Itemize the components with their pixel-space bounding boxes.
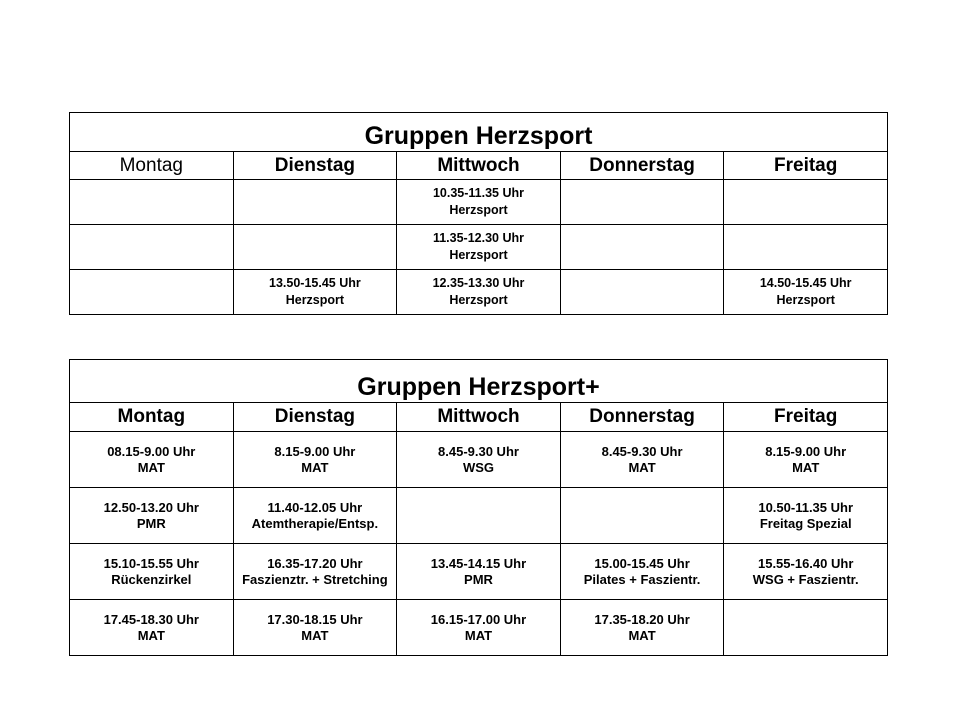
schedule-cell bbox=[233, 225, 397, 270]
schedule-cell bbox=[560, 180, 724, 225]
session-time: 8.15-9.00 Uhr bbox=[765, 443, 847, 459]
session-label: MAT bbox=[464, 627, 493, 643]
session-label: Herzsport bbox=[449, 293, 508, 307]
session-time: 16.35-17.20 Uhr bbox=[267, 555, 363, 571]
table-title: Gruppen Herzsport bbox=[70, 113, 888, 152]
schedule-cell bbox=[70, 225, 234, 270]
schedule-row bbox=[70, 270, 888, 315]
day-header-dienstag: Dienstag bbox=[233, 403, 397, 432]
session-time: 08.15-9.00 Uhr bbox=[107, 443, 196, 459]
schedule-cell bbox=[70, 544, 234, 600]
schedule-cell bbox=[560, 544, 724, 600]
herzsport-plus-schedule-table bbox=[69, 359, 888, 656]
schedule-row bbox=[70, 600, 888, 656]
schedule-cell bbox=[724, 600, 888, 656]
title-row bbox=[70, 113, 888, 152]
schedule-cell bbox=[560, 225, 724, 270]
day-header-row bbox=[70, 152, 888, 180]
title-row bbox=[70, 360, 888, 403]
schedule-cell bbox=[397, 600, 561, 656]
schedule-cell bbox=[724, 225, 888, 270]
session-time: 10.35-11.35 Uhr bbox=[432, 186, 524, 200]
session-time: 8.45-9.30 Uhr bbox=[601, 443, 683, 459]
schedule-cell bbox=[724, 488, 888, 544]
day-header-montag: Montag bbox=[70, 152, 234, 180]
session-label: PMR bbox=[464, 571, 493, 587]
schedule-cell bbox=[70, 488, 234, 544]
schedule-cell bbox=[70, 600, 234, 656]
session-label: MAT bbox=[301, 627, 329, 643]
schedule-cell bbox=[233, 488, 397, 544]
session-label: Herzsport bbox=[449, 203, 508, 217]
session-label: Herzsport bbox=[285, 293, 345, 307]
schedule-cell bbox=[397, 488, 561, 544]
session-time: 13.45-14.15 Uhr bbox=[430, 555, 527, 571]
session-label: Herzsport bbox=[449, 248, 508, 262]
day-header-donnerstag: Donnerstag bbox=[560, 403, 724, 432]
session-time: 17.45-18.30 Uhr bbox=[103, 611, 199, 627]
schedule-cell bbox=[560, 432, 724, 488]
session-time: 12.35-13.30 Uhr bbox=[432, 276, 525, 290]
schedule-cell bbox=[397, 432, 561, 488]
session-label: WSG + Faszientr. bbox=[752, 571, 859, 587]
session-label: MAT bbox=[301, 459, 329, 475]
schedule-row bbox=[70, 488, 888, 544]
session-label: Atemtherapie/Entsp. bbox=[251, 515, 379, 531]
schedule-cell bbox=[233, 180, 397, 225]
herzsport-schedule-table bbox=[69, 112, 888, 315]
session-time: 11.35-12.30 Uhr bbox=[432, 231, 524, 245]
schedule-cell bbox=[560, 270, 724, 315]
schedule-row bbox=[70, 225, 888, 270]
session-time: 10.50-11.35 Uhr bbox=[758, 499, 854, 515]
schedule-cell bbox=[233, 270, 397, 315]
session-time: 8.15-9.00 Uhr bbox=[274, 443, 356, 459]
day-header-freitag: Freitag bbox=[724, 403, 888, 432]
schedule-cell bbox=[560, 488, 724, 544]
session-time: 13.50-15.45 Uhr bbox=[269, 276, 361, 290]
schedule-cell bbox=[70, 270, 234, 315]
session-label: Freitag Spezial bbox=[759, 515, 852, 531]
session-time: 17.35-18.20 Uhr bbox=[594, 611, 690, 627]
session-label: Faszienztr. + Stretching bbox=[242, 571, 388, 587]
schedule-cell bbox=[233, 600, 397, 656]
session-time: 15.10-15.55 Uhr bbox=[103, 555, 199, 571]
schedule-cell bbox=[397, 180, 561, 225]
session-label: Rückenzirkel bbox=[111, 571, 192, 587]
schedule-cell bbox=[233, 432, 397, 488]
schedule-row bbox=[70, 180, 888, 225]
day-header-donnerstag: Donnerstag bbox=[560, 152, 724, 180]
schedule-cell bbox=[397, 544, 561, 600]
day-header-freitag: Freitag bbox=[724, 152, 888, 180]
day-header-mittwoch: Mittwoch bbox=[397, 152, 561, 180]
schedule-cell bbox=[724, 270, 888, 315]
session-label: MAT bbox=[137, 627, 165, 643]
schedule-cell bbox=[70, 180, 234, 225]
session-label: Herzsport bbox=[776, 293, 835, 307]
session-label: WSG bbox=[462, 459, 495, 475]
schedule-cell bbox=[560, 600, 724, 656]
session-time: 14.50-15.45 Uhr bbox=[759, 276, 852, 290]
schedule-cell bbox=[724, 180, 888, 225]
session-time: 8.45-9.30 Uhr bbox=[438, 443, 519, 459]
session-label: MAT bbox=[628, 459, 656, 475]
schedule-cell bbox=[233, 544, 397, 600]
session-label: PMR bbox=[136, 515, 166, 531]
schedule-cell bbox=[397, 225, 561, 270]
day-header-mittwoch: Mittwoch bbox=[397, 403, 561, 432]
session-time: 16.15-17.00 Uhr bbox=[430, 611, 527, 627]
session-label: MAT bbox=[628, 627, 656, 643]
schedule-cell bbox=[70, 432, 234, 488]
session-time: 17.30-18.15 Uhr bbox=[267, 611, 363, 627]
session-time: 12.50-13.20 Uhr bbox=[103, 499, 199, 515]
table-title: Gruppen Herzsport+ bbox=[70, 360, 888, 403]
schedule-cell bbox=[397, 270, 561, 315]
schedule-row bbox=[70, 544, 888, 600]
session-label: MAT bbox=[137, 459, 165, 475]
schedule-row bbox=[70, 432, 888, 488]
session-time: 11.40-12.05 Uhr bbox=[267, 499, 363, 515]
schedule-cell bbox=[724, 432, 888, 488]
session-time: 15.55-16.40 Uhr bbox=[757, 555, 854, 571]
session-time: 15.00-15.45 Uhr bbox=[594, 555, 690, 571]
session-label: Pilates + Faszientr. bbox=[583, 571, 701, 587]
schedule-cell bbox=[724, 544, 888, 600]
day-header-row bbox=[70, 403, 888, 432]
session-label: MAT bbox=[792, 459, 820, 475]
day-header-dienstag: Dienstag bbox=[233, 152, 397, 180]
day-header-montag: Montag bbox=[70, 403, 234, 432]
